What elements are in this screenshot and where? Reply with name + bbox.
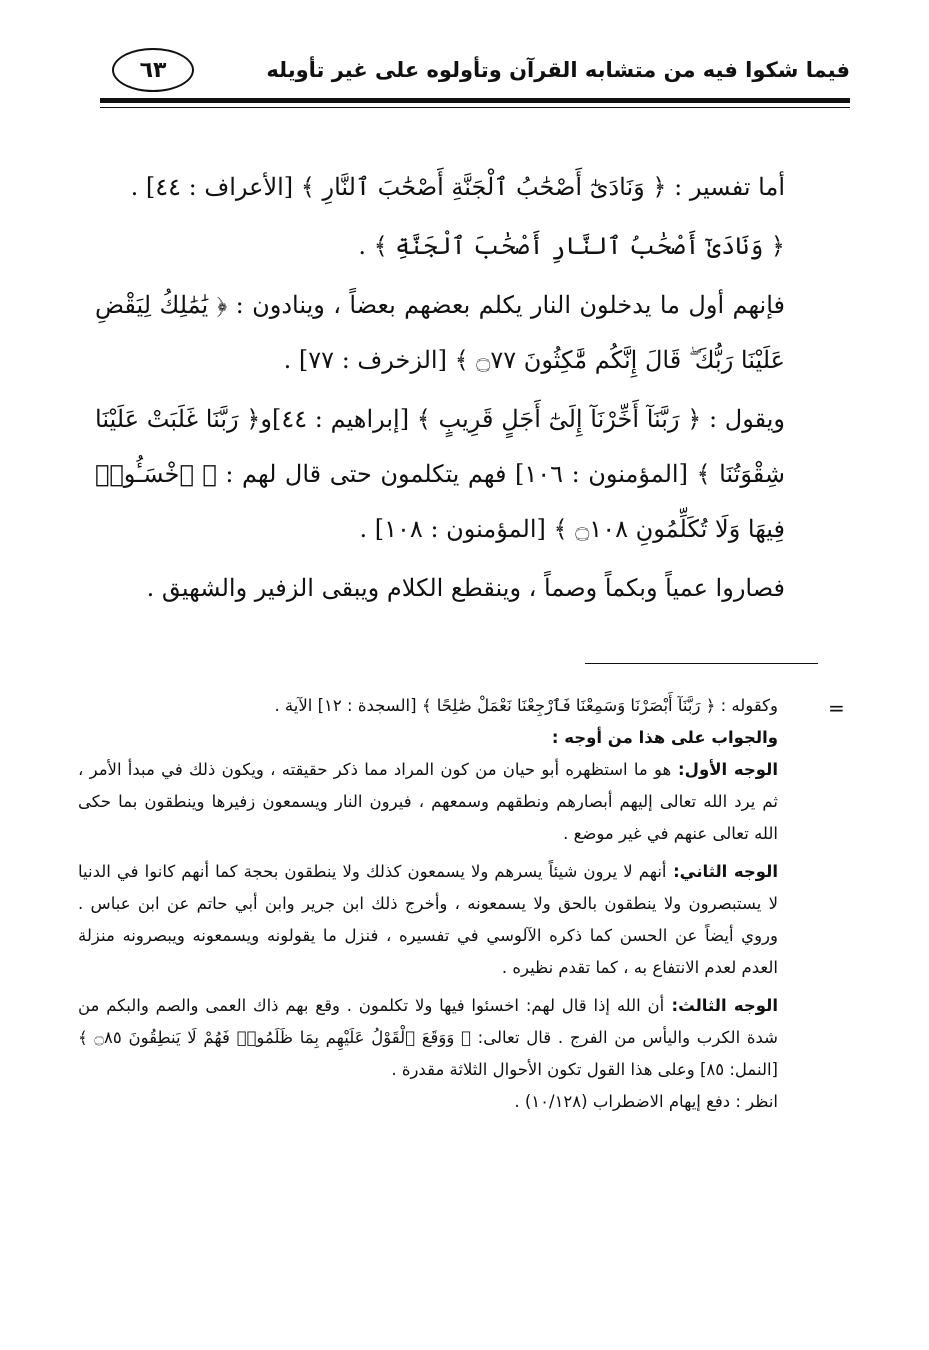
quran-verse-4c: ﴿ ٱخْسَـُٔوا۟ فِيهَا وَلَا تُكَلِّمُونِ ۝١٠٨ ﴾: [95, 460, 785, 543]
p2-end: .: [358, 232, 374, 260]
footnote-aspect-3: [78, 990, 778, 1086]
verse-reference-4a: [إبراهيم : ٤٤]و: [260, 405, 417, 433]
aspect-1-label: الوجه الأول:: [671, 760, 778, 779]
footnote-aspect-1: [78, 754, 778, 850]
verse-reference-1: [الأعراف : ٤٤] .: [130, 173, 301, 201]
page-number: ٦٣: [112, 48, 194, 92]
page-header: [100, 40, 850, 112]
verse-reference-4c: [المؤمنون : ١٠٨] .: [359, 515, 554, 543]
aspect-2-text: أنهم لا يرون شيئاً يسرهم ولا يسمعون كذلك ولا ينطقون بحجة كما أنهم كانوا في الدنيا لا يستبصرون ولا ينطقون بالحق ولا يسمعونه ، وأخرج ذلك ابن جرير وابن أبي حاتم عن ابن عباس . وروي أيضاً عن الحسن كما ذكره الآلوسي في تفسيره ، فنزل ما يقولونه ويسمعونه ويبصرونه منزلة العدم لعدم الانتفاع به ، كما تقدم نظيره .: [78, 862, 778, 977]
quran-verse-2: ﴿ وَنَادَىٰٓ أَصْحَٰبُ ٱلنَّارِ أَصْحَٰبَ ٱلْجَنَّةِ ﴾: [373, 232, 785, 260]
footnotes: [78, 690, 778, 1118]
running-title: فيما شكوا فيه من متشابه القرآن وتأولوه على غير تأويله: [266, 58, 850, 82]
quran-verse-3: ﴿ يَٰمَٰلِكُ لِيَقْضِ عَلَيْنَا رَبُّكَ ۖ قَالَ إِنَّكُم مَّٰكِثُونَ ۝٧٧ ﴾: [95, 291, 785, 374]
p5-text: فصاروا عمياً وبكماً وصماً ، وينقطع الكلام ويبقى الزفير والشهيق .: [146, 574, 785, 602]
paragraph-3: [95, 278, 785, 388]
aspect-2-label: الوجه الثاني:: [666, 862, 778, 881]
paragraph-4: [95, 392, 785, 557]
paragraph-2: [95, 219, 785, 274]
aspect-3-tail: [النمل: ٨٥] وعلى هذا القول تكون الأحوال الثلاثة مقدرة .: [391, 1060, 778, 1079]
header-rule-thick: [100, 98, 850, 103]
p3-text: فإنهم أول ما يدخلون النار يكلم بعضهم بعضاً ، وينادون :: [227, 291, 786, 319]
footnote-see-also: انظر : دفع إيهام الاضطراب (١٠/١٢٨) .: [514, 1092, 778, 1111]
fn-line1-text: وكقوله :: [715, 696, 778, 715]
verse-reference-4b: [المؤمنون : ١٠٦] فهم يتكلمون حتى قال لهم :: [216, 460, 697, 488]
footnote-line-1: [78, 690, 778, 722]
footnote-heading: والجواب على هذا من أوجه :: [551, 728, 778, 747]
fn-quran-verse-2: ﴿ وَوَقَعَ ٱلْقَوْلُ عَلَيْهِم بِمَا ظَلَمُوا۟ فَهُمْ لَا يَنطِقُونَ ۝٨٥ ﴾: [78, 1028, 471, 1047]
footnote-continuation-marker: =: [828, 696, 845, 720]
fn-verse-reference-1: [السجدة : ١٢] الآية .: [274, 696, 422, 715]
quran-verse-1: ﴿ وَنَادَىٰٓ أَصْحَٰبُ ٱلْجَنَّةِ أَصْحَٰبَ ٱلنَّارِ ﴾: [300, 173, 667, 201]
aspect-1-text: هو ما استظهره أبو حيان من كون المراد مما ذكر حقيقته ، ويكون ذلك في مبدأ الأمر ، ثم يرد الله تعالى إليهم أبصارهم ونطقهم وسمعهم ، فيرون النار ويسمعون زفيرها وينطقون بما حكى الله تعالى عنهم في غير موضع .: [78, 760, 778, 843]
footnote-aspect-2: [78, 856, 778, 984]
quran-verse-4a: ﴿ رَبَّنَآ أَخِّرْنَآ إِلَىٰٓ أَجَلٍ قَرِيبٍ ﴾: [416, 405, 702, 433]
paragraph-5: [95, 561, 785, 616]
aspect-3-text: أن الله إذا قال لهم: اخسئوا فيها ولا تكلمون . وقع بهم ذاك العمى والصم والبكم من شدة الكرب واليأس من الفرج . قال تعالى:: [78, 996, 778, 1047]
aspect-3-label: الوجه الثالث:: [664, 996, 778, 1015]
header-rule-thin: [100, 107, 850, 108]
main-text: [95, 160, 785, 620]
fn-quran-verse-1: ﴿ رَبَّنَآ أَبْصَرْنَا وَسَمِعْنَا فَٱرْجِعْنَا نَعْمَلْ صَٰلِحًا ﴾: [421, 696, 716, 715]
paragraph-1: [95, 160, 785, 215]
footnote-separator: [585, 663, 818, 664]
verse-reference-3: [الزخرف : ٧٧] .: [283, 346, 455, 374]
p1-intro: أما تفسير :: [666, 173, 785, 201]
quran-verse-4b: ﴿ رَبَّنَا غَلَبَتْ عَلَيْنَا شِقْوَتُنَا ﴾: [95, 405, 785, 488]
p4-text: ويقول :: [701, 405, 786, 433]
